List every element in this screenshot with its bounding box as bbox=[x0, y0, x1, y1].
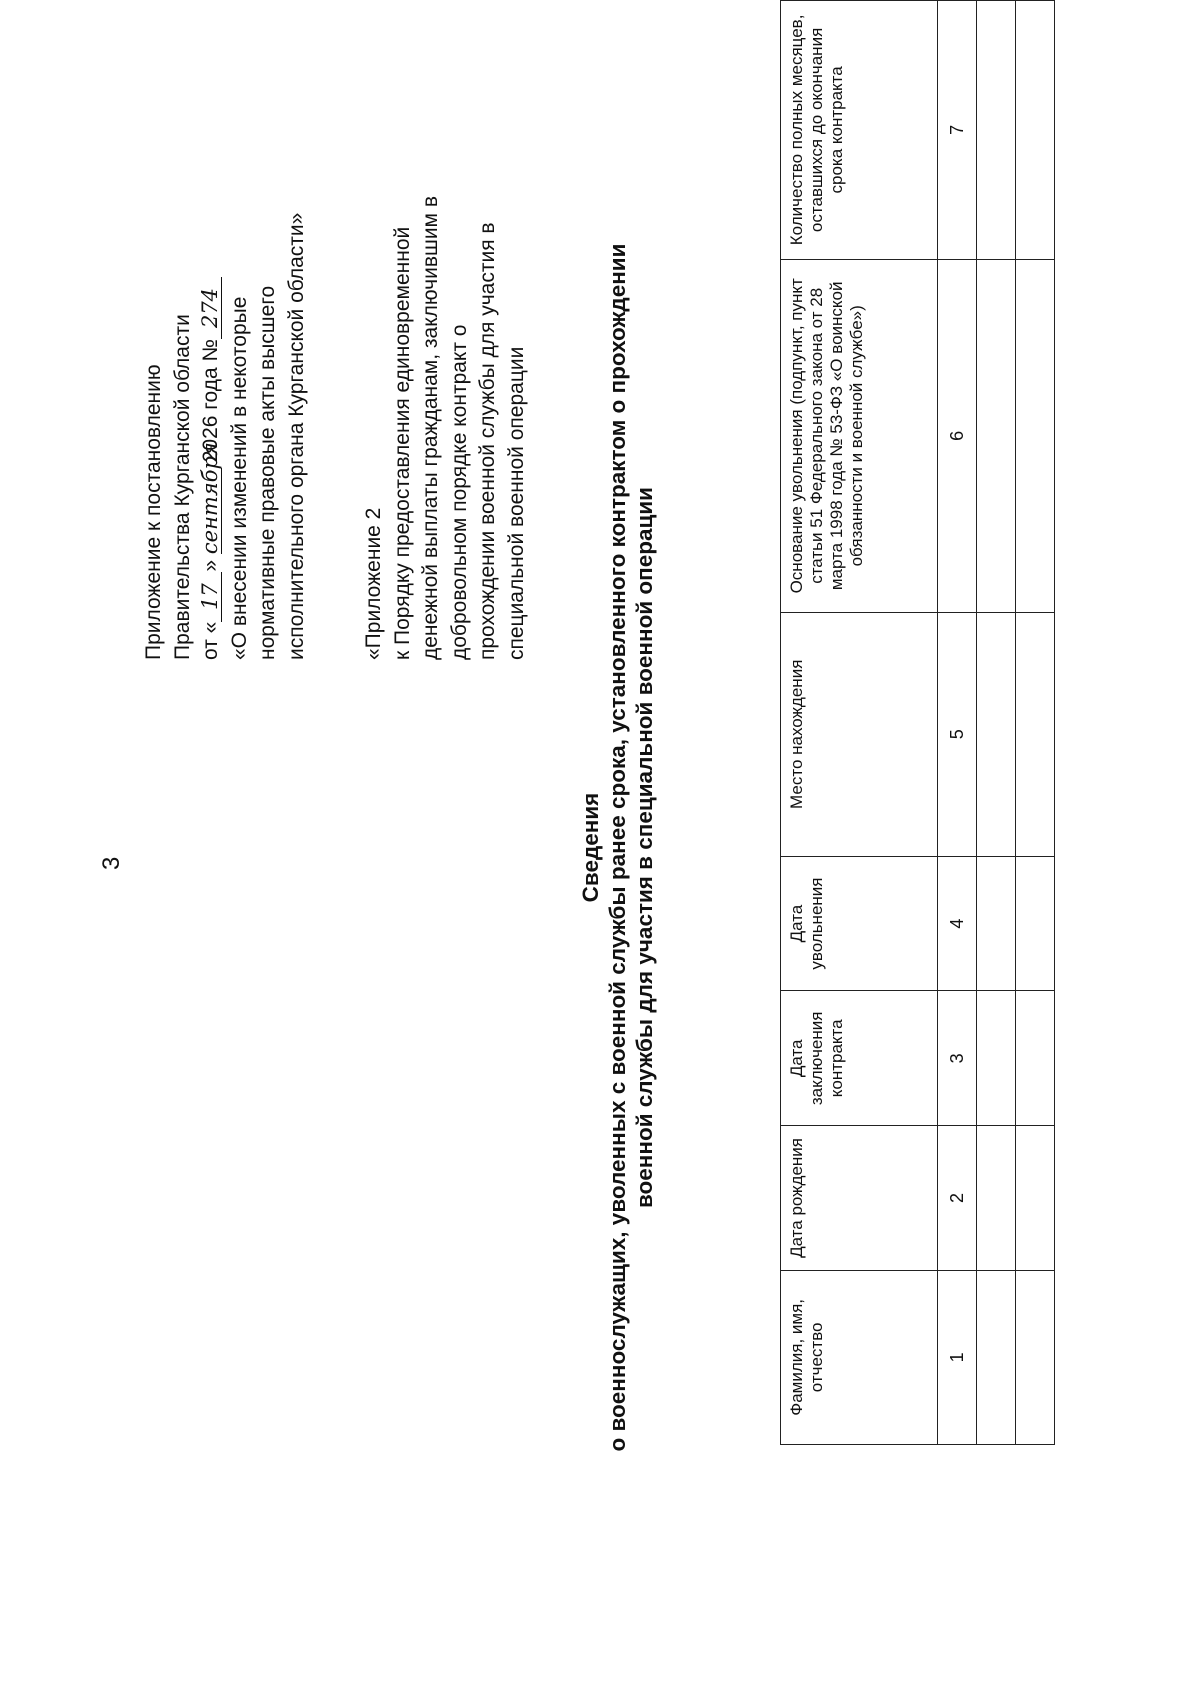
appendix-line: к Порядку предоставления единовременной bbox=[390, 226, 414, 660]
attachment-line: исполнительного органа Курганской области» bbox=[284, 212, 308, 660]
table-cell bbox=[1016, 856, 1055, 991]
table-cell bbox=[977, 259, 1016, 612]
attachment-line: Приложение к постановлению bbox=[142, 364, 165, 660]
column-number-cell: 2 bbox=[938, 1126, 977, 1271]
table-cell bbox=[1016, 991, 1055, 1126]
handwritten-day: 17 bbox=[199, 572, 222, 622]
table-cell bbox=[977, 991, 1016, 1126]
table-cell bbox=[1016, 612, 1055, 856]
page-number: 3 bbox=[98, 856, 125, 870]
table-header-cell: Дата рождения bbox=[781, 1126, 938, 1271]
appendix-line: «Приложение 2 bbox=[362, 507, 385, 660]
table-cell bbox=[1016, 1126, 1055, 1271]
column-number-cell: 6 bbox=[938, 259, 977, 612]
table-cell bbox=[1016, 259, 1055, 612]
column-number-cell: 1 bbox=[938, 1270, 977, 1444]
table-cell bbox=[977, 856, 1016, 991]
attachment-line: Правительства Курганской области bbox=[170, 314, 194, 660]
attachment-date-line bbox=[197, 20, 226, 660]
handwritten-number: 274 bbox=[199, 277, 222, 339]
column-number-cell: 3 bbox=[938, 991, 977, 1126]
column-number-cell: 5 bbox=[938, 612, 977, 856]
table-cell bbox=[977, 1270, 1016, 1444]
heading-line: о военнослужащих, уволенных с военной службы ранее срока, установленного контрактом о прохождении bbox=[605, 243, 630, 1452]
appendix-line: прохождении военной службы для участия в bbox=[476, 222, 499, 660]
table-header-cell: Основание увольнения (подпункт, пункт статьи 51 Федерального закона от 28 марта 1998 года № 53-ФЗ «О воинской обязанности и военной службе») bbox=[781, 259, 938, 612]
table-column-number-row bbox=[938, 1, 977, 1445]
appendix-line: специальной военной операции bbox=[504, 346, 528, 660]
handwritten-month: сентября bbox=[198, 442, 222, 555]
column-number-cell: 7 bbox=[938, 1, 977, 260]
table-cell bbox=[977, 1126, 1016, 1271]
appendix-line: денежной выплаты гражданам, заключившим в bbox=[419, 196, 442, 660]
column-number-cell: 4 bbox=[938, 856, 977, 991]
table-cell bbox=[1016, 1270, 1055, 1444]
attachment-line: «О внесении изменений в некоторые bbox=[227, 296, 251, 660]
appendix-line: добровольном порядке контракт о bbox=[447, 324, 471, 660]
appendix-block bbox=[360, 10, 531, 660]
date-year: 2026 года № bbox=[199, 339, 222, 463]
date-prefix: от « bbox=[199, 621, 222, 660]
table-row bbox=[977, 1, 1016, 1445]
heading-line: военной службы для участия в специальной военной операции bbox=[632, 486, 657, 1209]
table-header-row bbox=[781, 1, 938, 1445]
attachment-block bbox=[140, 20, 311, 660]
document-heading bbox=[577, 0, 658, 1695]
table-row bbox=[1016, 1, 1055, 1445]
heading-title: Сведения bbox=[578, 792, 603, 903]
table-header-cell: Дата увольнения bbox=[781, 856, 938, 991]
table-header-cell: Место нахождения bbox=[781, 612, 938, 856]
table-header-cell: Фамилия, имя, отчество bbox=[781, 1270, 938, 1444]
date-mid: » bbox=[199, 559, 222, 572]
table-header-cell: Дата заключения контракта bbox=[781, 991, 938, 1126]
table-cell bbox=[977, 612, 1016, 856]
report-table bbox=[780, 0, 1055, 1445]
table-cell bbox=[1016, 1, 1055, 260]
table-header-cell: Количество полных месяцев, оставшихся до окончания срока контракта bbox=[781, 1, 938, 260]
attachment-line: нормативные правовые акты высшего bbox=[256, 285, 279, 660]
table-cell bbox=[977, 1, 1016, 260]
